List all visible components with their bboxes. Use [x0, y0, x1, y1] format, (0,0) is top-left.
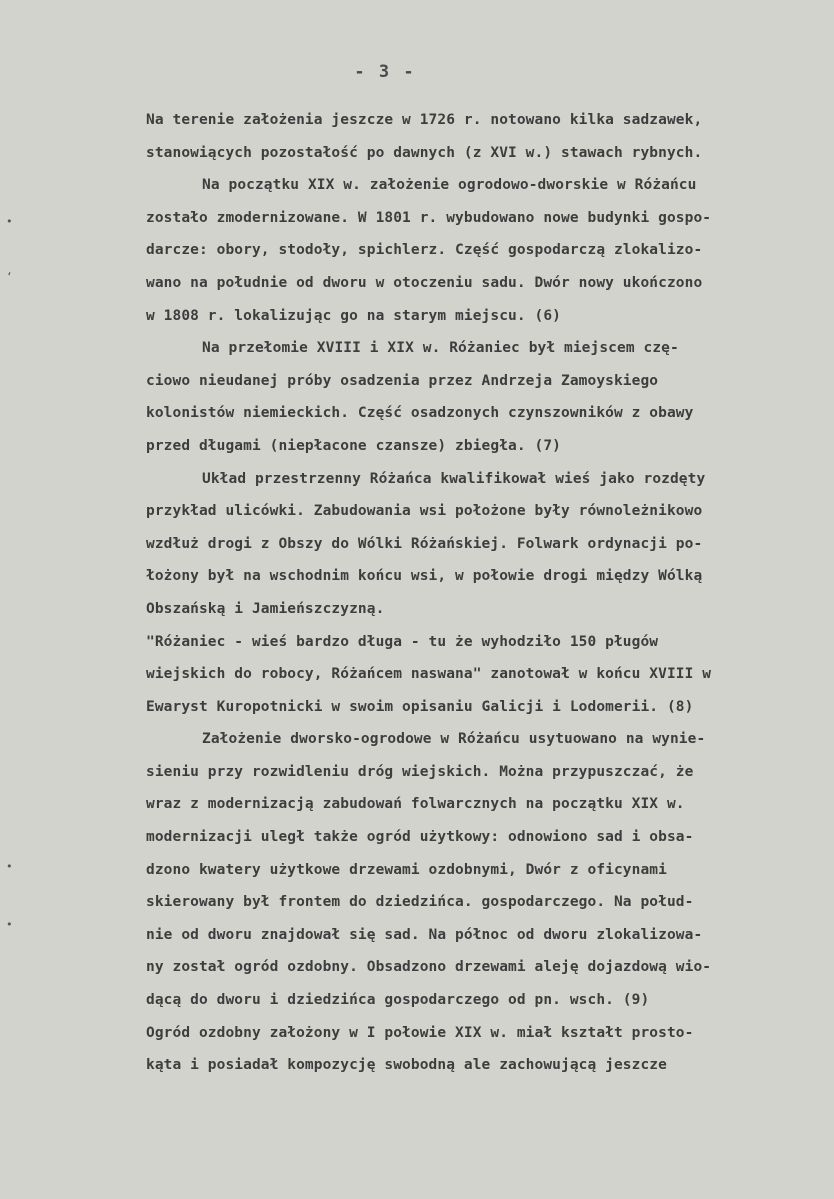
text-line: Na początku XIX w. założenie ogrodowo-dworskie w Różańcu: [202, 177, 697, 194]
text-line: Założenie dworsko-ogrodowe w Różańcu usytuowano na wynie-: [202, 731, 706, 748]
text-line: "Różaniec - wieś bardzo długa - tu że wyhodziło 150 pługów: [146, 633, 659, 650]
text-line: wiejskich do robocy, Różańcem naswana" zanotował w końcu XVIII w: [146, 666, 712, 683]
margin-mark: ‘: [6, 270, 13, 283]
text-line: wzdłuż drogi z Obszy do Wólki Różańskiej. Folwark ordynacji po-: [146, 535, 703, 552]
text-line: skierowany był frontem do dziedzińca. gospodarczego. Na połud-: [146, 894, 694, 911]
text-line: Obszańską i Jamieńszczyzną.: [146, 600, 385, 617]
text-line: Na przełomie XVIII i XIX w. Różaniec był miejscem czę-: [202, 340, 679, 357]
text-line: zostało zmodernizowane. W 1801 r. wybudowano nowe budynki gospo-: [146, 209, 712, 226]
text-line: przed długami (niepłacone czansze) zbiegła. (7): [146, 437, 561, 454]
body-text: [146, 104, 834, 1082]
text-line: kąta i posiadał kompozycję swobodną ale zachowującą jeszcze: [146, 1057, 667, 1074]
text-line: ciowo nieudanej próby osadzenia przez Andrzeja Zamoyskiego: [146, 372, 659, 389]
text-line: przykład ulicówki. Zabudowania wsi położone były równoleżnikowo: [146, 503, 703, 520]
text-line: Ewaryst Kuropotnicki w swoim opisaniu Galicji i Lodomerii. (8): [146, 698, 694, 715]
text-line: dzono kwatery użytkowe drzewami ozdobnymi, Dwór z oficynami: [146, 861, 667, 878]
text-line: nie od dworu znajdował się sad. Na północ od dworu zlokalizowa-: [146, 926, 703, 943]
text-line: Układ przestrzenny Różańca kwalifikował wieś jako rozdęty: [202, 470, 706, 487]
text-line: dącą do dworu i dziedzińca gospodarczego od pn. wsch. (9): [146, 992, 650, 1009]
margin-mark: •: [6, 918, 13, 931]
text-line: darcze: obory, stodoły, spichlerz. Część gospodarczą zlokalizo-: [146, 242, 703, 259]
text-line: łożony był na wschodnim końcu wsi, w połowie drogi między Wólką: [146, 568, 703, 585]
text-line: Ogród ozdobny założony w I połowie XIX w. miał kształt prosto-: [146, 1024, 694, 1041]
text-line: kolonistów niemieckich. Część osadzonych czynszowników z obawy: [146, 405, 694, 422]
margin-mark: •: [6, 215, 13, 228]
text-line: sieniu przy rozwidleniu dróg wiejskich. Można przypuszczać, że: [146, 763, 694, 780]
margin-mark: •: [6, 860, 13, 873]
text-line: w 1808 r. lokalizując go na starym miejscu. (6): [146, 307, 561, 324]
text-line: Na terenie założenia jeszcze w 1726 r. notowano kilka sadzawek,: [146, 112, 703, 128]
text-line: stanowiących pozostałość po dawnych (z XVI w.) stawach rybnych.: [146, 144, 703, 161]
page-number: - 3 -: [354, 62, 416, 82]
text-line: modernizacji uległ także ogród użytkowy: odnowiono sad i obsa-: [146, 829, 694, 846]
text-line: wano na południe od dworu w otoczeniu sadu. Dwór nowy ukończono: [146, 274, 703, 291]
text-line: wraz z modernizacją zabudowań folwarcznych na początku XIX w.: [146, 796, 685, 813]
text-line: ny został ogród ozdobny. Obsadzono drzewami aleję dojazdową wio-: [146, 959, 712, 976]
